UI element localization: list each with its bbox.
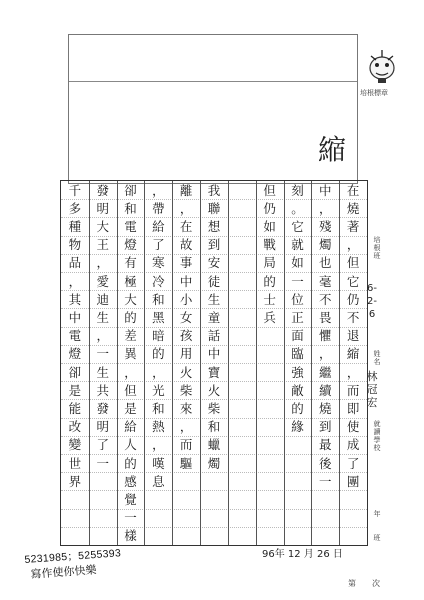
- essay-grid: [60, 180, 368, 546]
- essay-character: 發: [96, 182, 109, 198]
- essay-character: 正: [291, 310, 304, 325]
- essay-character: 發: [96, 401, 109, 416]
- date-suffix: 第 次: [348, 579, 380, 588]
- essay-character: ，: [319, 200, 332, 216]
- essay-character: 和: [152, 291, 165, 307]
- essay-character: 即: [346, 401, 360, 416]
- essay-character: 界: [68, 473, 82, 489]
- bacon-mascot-icon: [362, 44, 402, 84]
- essay-character: 寶: [207, 364, 221, 380]
- class-suffix: 班: [373, 534, 381, 542]
- essay-character: ，: [152, 364, 165, 380]
- essay-character: 電: [124, 219, 137, 234]
- essay-character: 愛: [96, 273, 109, 289]
- slogan: 寫作使你快樂: [30, 563, 97, 581]
- essay-character: 士: [263, 291, 276, 307]
- essay-character: 的: [152, 346, 165, 362]
- essay-character: 想: [207, 219, 221, 234]
- essay-character: 面: [291, 328, 304, 344]
- essay-character: 它: [291, 219, 304, 234]
- essay-character: 大: [96, 219, 109, 234]
- grid-column-line: [311, 181, 312, 545]
- header-divider: [69, 81, 357, 82]
- essay-character: 明: [96, 200, 109, 216]
- essay-character: 了: [96, 437, 109, 453]
- essay-character: 有: [124, 255, 137, 271]
- grid-column-line: [228, 181, 229, 545]
- essay-character: 的: [124, 455, 137, 471]
- essay-character: ，: [68, 273, 82, 289]
- essay-character: 小: [179, 291, 193, 307]
- essay-character: 用: [179, 346, 193, 362]
- essay-character: 刻: [291, 182, 304, 198]
- essay-character: 中: [68, 310, 82, 325]
- essay-character: ，: [346, 364, 360, 380]
- essay-character: 共: [96, 382, 109, 398]
- essay-character: 童: [207, 310, 221, 325]
- essay-character: 我: [207, 182, 221, 198]
- essay-character: 中: [179, 273, 193, 289]
- essay-character: ，: [319, 346, 332, 362]
- essay-character: 生: [207, 291, 221, 307]
- essay-character: 寒: [152, 255, 165, 271]
- essay-character: 冷: [152, 273, 165, 289]
- essay-character: 成: [346, 437, 360, 453]
- essay-character: 團: [346, 473, 360, 489]
- essay-character: 的: [124, 310, 137, 325]
- essay-character: 著: [346, 219, 360, 234]
- essay-character: 也: [319, 255, 332, 271]
- essay-character: 到: [319, 419, 332, 435]
- essay-character: 最: [319, 437, 332, 453]
- essay-character: 續: [319, 382, 332, 398]
- essay-character: 感: [124, 473, 137, 489]
- grid-column-line: [284, 181, 285, 545]
- essay-character: 一: [96, 346, 109, 362]
- essay-character: 徒: [207, 273, 221, 289]
- essay-character: 繼: [319, 364, 332, 380]
- essay-character: 到: [207, 237, 221, 253]
- essay-character: 臨: [291, 346, 304, 362]
- essay-character: 蠟: [207, 437, 221, 453]
- essay-character: 光: [152, 382, 165, 398]
- essay-character: 話: [207, 328, 221, 344]
- essay-character: 不: [319, 291, 332, 307]
- essay-character: 覺: [124, 492, 137, 507]
- essay-character: 生: [96, 310, 109, 325]
- essay-character: 燒: [319, 401, 332, 416]
- essay-character: 是: [68, 382, 82, 398]
- essay-character: 離: [179, 182, 193, 198]
- essay-character: 電: [68, 328, 82, 344]
- essay-character: 人: [124, 437, 137, 453]
- essay-character: 如: [291, 255, 304, 271]
- essay-character: 在: [179, 219, 193, 234]
- big-character: 縮: [318, 133, 347, 166]
- essay-character: 中: [319, 182, 332, 198]
- essay-character: 和: [207, 419, 221, 435]
- essay-character: 改: [68, 419, 82, 435]
- essay-character: 燈: [124, 237, 137, 253]
- essay-character: 火: [207, 382, 221, 398]
- essay-character: 生: [96, 364, 109, 380]
- essay-character: 女: [179, 310, 193, 325]
- essay-character: 的: [263, 273, 276, 289]
- essay-character: ，: [124, 364, 137, 380]
- essay-character: 熱: [152, 419, 165, 435]
- grid-column-line: [256, 181, 257, 545]
- name-label: 姓名: [373, 350, 381, 366]
- essay-character: 退: [346, 328, 360, 344]
- essay-character: 一: [124, 510, 137, 526]
- essay-column: [122, 181, 139, 545]
- essay-character: 使: [346, 419, 360, 435]
- essay-character: 一: [291, 273, 304, 289]
- essay-character: 異: [124, 346, 137, 362]
- essay-character: 柴: [179, 382, 193, 398]
- header-box: [68, 34, 358, 184]
- essay-character: 驅: [179, 455, 193, 471]
- essay-character: 安: [207, 255, 221, 271]
- essay-character: 和: [152, 401, 165, 416]
- essay-character: 卻: [68, 364, 82, 380]
- essay-character: 殘: [319, 219, 332, 234]
- class-label: 培根班: [373, 236, 381, 260]
- essay-character: 其: [68, 291, 82, 307]
- essay-character: 仍: [263, 200, 276, 216]
- essay-character: 千: [68, 182, 82, 198]
- essay-column: [66, 181, 83, 545]
- essay-character: ，: [346, 237, 360, 253]
- essay-character: 和: [124, 200, 137, 216]
- essay-character: 燒: [346, 200, 360, 216]
- essay-column: [233, 181, 250, 545]
- essay-character: 物: [68, 237, 82, 253]
- essay-character: 息: [152, 473, 165, 489]
- essay-character: 種: [68, 219, 82, 234]
- essay-character: 縮: [346, 346, 360, 362]
- essay-character: 是: [124, 401, 137, 416]
- essay-column: [317, 181, 334, 545]
- essay-character: 樣: [124, 528, 137, 544]
- essay-character: 柴: [207, 401, 221, 416]
- essay-character: 懼: [319, 328, 332, 344]
- essay-character: 了: [152, 237, 165, 253]
- essay-character: 在: [346, 182, 360, 198]
- essay-character: 孩: [179, 328, 193, 344]
- essay-character: 聯: [207, 200, 221, 216]
- phone-numbers: 5231985；5255393: [24, 547, 122, 566]
- essay-character: 戰: [263, 237, 276, 253]
- essay-character: 差: [124, 328, 137, 344]
- essay-character: 不: [346, 310, 360, 325]
- essay-character: 黑: [152, 310, 165, 325]
- essay-character: 事: [179, 255, 193, 271]
- essay-character: 。: [291, 200, 304, 216]
- grid-column-line: [89, 181, 90, 545]
- essay-column: [289, 181, 306, 545]
- essay-character: ，: [96, 328, 109, 344]
- essay-character: 燭: [207, 455, 221, 471]
- essay-character: 來: [179, 401, 193, 416]
- essay-character: 卻: [124, 182, 137, 198]
- essay-character: 王: [96, 237, 109, 253]
- essay-character: 故: [179, 237, 193, 253]
- essay-character: 嘆: [152, 455, 165, 471]
- essay-character: ，: [179, 200, 193, 216]
- essay-character: 而: [346, 382, 360, 398]
- essay-character: 中: [207, 346, 221, 362]
- essay-column: [206, 181, 223, 545]
- essay-character: ，: [152, 437, 165, 453]
- essay-character: 一: [319, 473, 332, 489]
- essay-column: [261, 181, 278, 545]
- grid-column-line: [117, 181, 118, 545]
- essay-character: 敵: [291, 382, 304, 398]
- essay-character: 但: [346, 255, 360, 271]
- essay-character: 仍: [346, 291, 360, 307]
- essay-column: [345, 181, 362, 545]
- essay-character: 但: [263, 182, 276, 198]
- grid-column-line: [144, 181, 145, 545]
- essay-character: 如: [263, 219, 276, 234]
- essay-column: [150, 181, 167, 545]
- essay-character: 燭: [319, 237, 332, 253]
- essay-character: 給: [124, 419, 137, 435]
- grid-column-line: [339, 181, 340, 545]
- essay-character: 品: [68, 255, 82, 271]
- essay-character: 大: [124, 291, 137, 307]
- essay-character: 就: [291, 237, 304, 253]
- essay-character: 的: [291, 401, 304, 416]
- essay-character: 一: [96, 455, 109, 471]
- name-value: 林冠宏: [366, 370, 378, 409]
- essay-character: 但: [124, 382, 137, 398]
- essay-column: [178, 181, 195, 545]
- essay-character: 極: [124, 273, 137, 289]
- essay-character: ，: [96, 255, 109, 271]
- essay-character: 緣: [291, 419, 304, 435]
- essay-character: 毫: [319, 273, 332, 289]
- grid-column-line: [172, 181, 173, 545]
- essay-character: 了: [346, 455, 360, 471]
- essay-character: 暗: [152, 328, 165, 344]
- essay-character: 後: [319, 455, 332, 471]
- essay-character: 它: [346, 273, 360, 289]
- essay-character: 而: [179, 437, 193, 453]
- essay-character: 燈: [68, 346, 82, 362]
- essay-character: 畏: [319, 310, 332, 325]
- stamp-label: 培根標章: [360, 89, 388, 97]
- essay-character: 兵: [263, 310, 276, 325]
- essay-character: ，: [179, 419, 193, 435]
- school-label: 就讀學校: [373, 420, 381, 452]
- grade-label: 年: [373, 510, 381, 518]
- essay-character: 帶: [152, 200, 165, 216]
- essay-character: 局: [263, 255, 276, 271]
- essay-character: 位: [291, 291, 304, 307]
- essay-character: 給: [152, 219, 165, 234]
- essay-character: 火: [179, 364, 193, 380]
- date-line: 96年 12 月 26 日: [262, 549, 343, 560]
- essay-character: 迪: [96, 291, 109, 307]
- essay-character: 多: [68, 200, 82, 216]
- essay-character: 變: [68, 437, 82, 453]
- essay-character: 能: [68, 401, 82, 416]
- essay-character: ，: [152, 182, 165, 198]
- essay-character: 強: [291, 364, 304, 380]
- grid-column-line: [200, 181, 201, 545]
- class-value: 6-2-6: [367, 283, 377, 320]
- essay-character: 世: [68, 455, 82, 471]
- essay-character: 明: [96, 419, 109, 435]
- essay-column: [94, 181, 111, 545]
